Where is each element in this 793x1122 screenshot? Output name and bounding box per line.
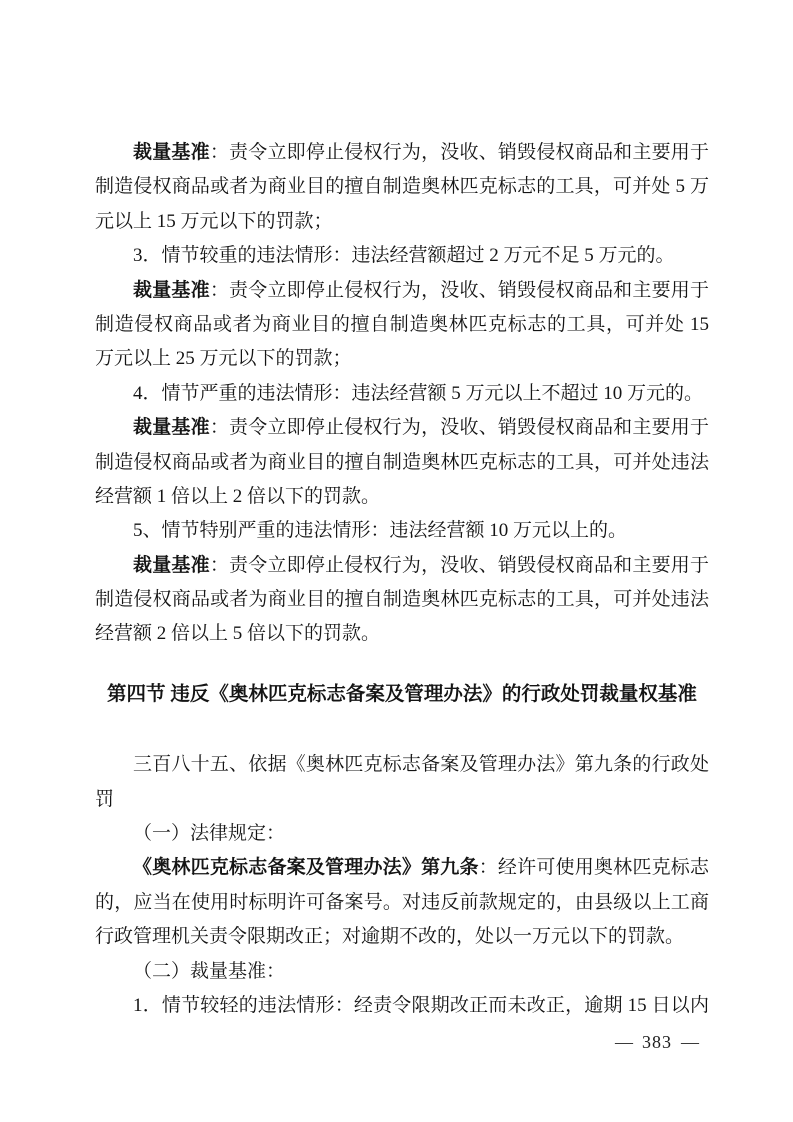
body-text-line [95,851,709,885]
para-discretion-basis-1 [95,136,709,239]
body-text-line [95,549,709,583]
text-run: 制造侵权商品或者为商业目的擅自制造奥林匹克标志的工具，可并处 5 万 [95,176,709,198]
text-run: 制造侵权商品或者为商业目的擅自制造奥林匹克标志的工具，可并处违法 [95,589,709,611]
body-text-line [95,817,709,851]
page-number: 383 [642,1032,672,1052]
body-text-line [95,955,709,989]
body-text-line [95,308,709,342]
bold-run: 裁量基准 [133,417,210,439]
para-article-385 [95,748,709,817]
body-text-line [95,274,709,308]
text-run: ：责令立即停止侵权行为，没收、销毁侵权商品和主要用于 [209,417,709,439]
bold-run: 裁量基准 [133,142,210,163]
para-article-9-text [95,851,709,954]
text-run: 元以上 15 万元以下的罚款； [95,210,333,232]
body-text-line [95,170,709,204]
para-violation-item-1 [95,989,709,1023]
body-text-line [95,617,709,651]
text-run: 经营额 2 倍以上 5 倍以下的罚款。 [95,623,381,645]
body-text-line [95,446,709,480]
body-text-line [95,377,709,411]
para-discretion-basis-4 [95,549,709,652]
text-run: ：责令立即停止侵权行为，没收、销毁侵权商品和主要用于 [209,279,709,301]
text-run: 制造侵权商品或者为商业目的擅自制造奥林匹克标志的工具，可并处 15 [95,313,709,335]
para-violation-item-3 [95,239,709,273]
text-run: （一）法律规定： [133,823,286,845]
text-run: 4．情节严重的违法情形：违法经营额 5 万元以上不超过 10 万元的。 [133,382,704,404]
text-run: 1．情节较轻的违法情形：经责令限期改正而未改正，逾期 15 日以内 [133,994,709,1016]
text-run: 罚 [95,788,115,810]
body-text-line [95,886,709,920]
para-violation-item-5 [95,514,709,548]
text-run: （二）裁量基准： [133,960,286,982]
body-text-line [95,748,709,782]
para-discretion-basis-2 [95,274,709,377]
text-run: 5、情节特别严重的违法情形：违法经营额 10 万元以上的。 [133,520,628,542]
footer-dash: — [681,1032,699,1052]
body-text-line [95,783,709,817]
text-run: 经营额 1 倍以上 2 倍以下的罚款。 [95,485,381,507]
body-text-line [95,514,709,548]
text-run: 的，应当在使用时标明许可备案号。对违反前款规定的，由县级以上工商 [95,891,709,913]
body-text-line [95,411,709,445]
text-run: 三百八十五、依据《奥林匹克标志备案及管理办法》第九条的行政处 [133,754,709,776]
body-text-line [95,480,709,514]
para-violation-item-4 [95,377,709,411]
para-legal-provision-label [95,817,709,851]
body-text-line [95,239,709,273]
body-text-line [95,205,709,239]
footer-dash: — [615,1032,633,1052]
para-discretion-basis-3 [95,411,709,514]
text-run: ：责令立即停止侵权行为，没收、销毁侵权商品和主要用于 [209,142,709,163]
para-discretion-benchmark-label [95,955,709,989]
text-run: ：经许可使用奥林匹克标志 [478,857,709,879]
text-run: ：责令立即停止侵权行为，没收、销毁侵权商品和主要用于 [209,554,709,576]
page-body [95,136,709,1023]
body-text-line [95,136,709,170]
text-run: 3．情节较重的违法情形：违法经营额超过 2 万元不足 5 万元的。 [133,245,675,267]
body-text-line [95,583,709,617]
bold-run: 裁量基准 [133,279,210,301]
body-text-line [95,989,709,1023]
bold-run: 裁量基准 [133,554,210,576]
text-run: 万元以上 25 万元以下的罚款； [95,348,352,370]
text-run: 行政管理机关责令限期改正；对逾期不改的，处以一万元以下的罚款。 [95,926,685,948]
bold-run: 《奥林匹克标志备案及管理办法》第九条 [133,857,479,879]
text-run: 制造侵权商品或者为商业目的擅自制造奥林匹克标志的工具，可并处违法 [95,451,709,473]
page-footer [606,1031,708,1053]
body-text-line [95,920,709,954]
body-text-line [95,342,709,376]
section-heading: 第四节 违反《奥林匹克标志备案及管理办法》的行政处罚裁量权基准 [107,683,697,705]
